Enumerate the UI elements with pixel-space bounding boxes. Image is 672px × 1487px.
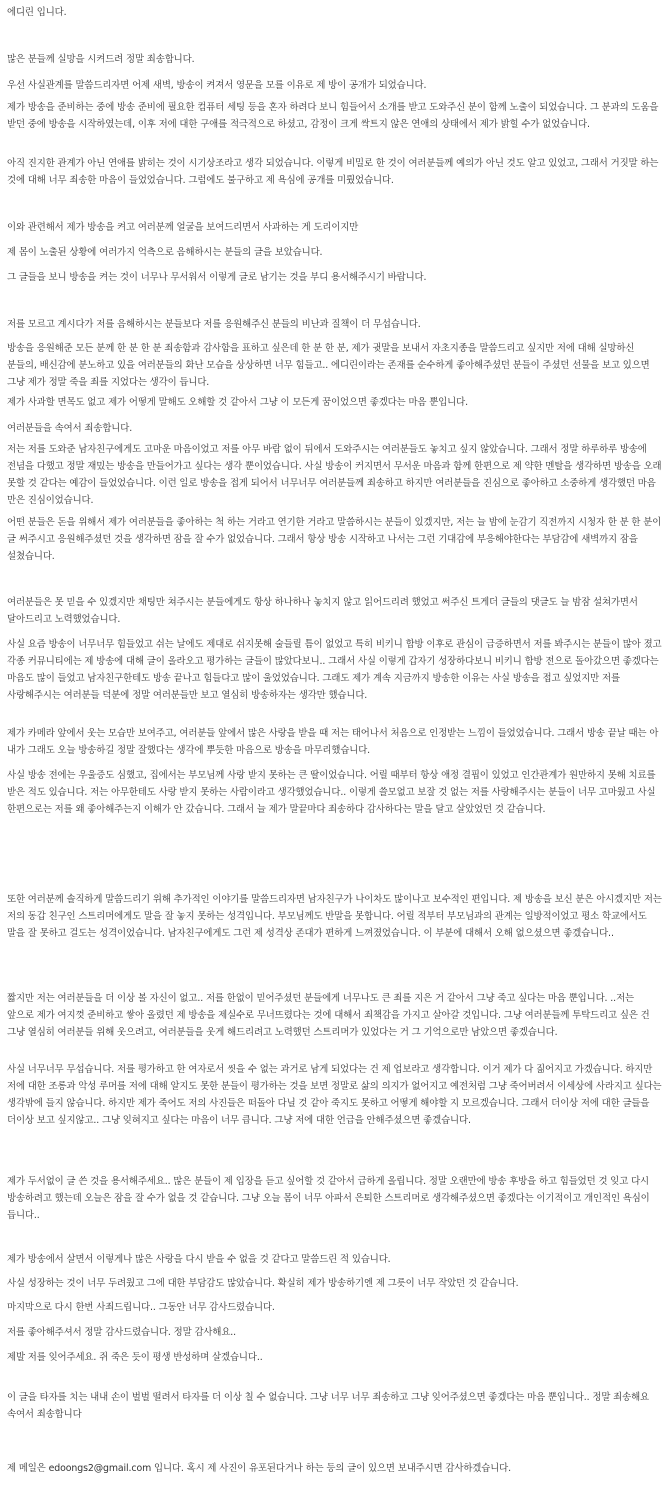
secret-relationship-paragraph: 아직 진지한 관계가 아닌 연애를 밝히는 것이 시기상조라고 생각 되었습니다. 이렇게 비밀로 한 것이 여러분들께 예의가 아닌 것도 알고 있었고, 그래서 거짓말 하는 것에 대해 너무 죄송한 마음이 들었었습니다. 그럼에도 불구하고 제 욕심에 공개를 미뤘었습니다.: [7, 158, 659, 186]
thanks-to-supporters-paragraph: 방송을 응원해준 모든 분께 한 분 한 분 죄송함과 감사함을 표하고 싶은데 한 분 한 분, 제가 귓말을 보내서 자초지종을 말씀드리고 싶지만 저에 대해 실망하신 분들의, 배신감에 분노하고 있을 여러분들의 화난 모습을 상상하면 너무 힘들고.. 에디린이라는 존재를 순수하게 좋아해주셨던 분들이 주셨던 선물을 보고 있으면 그냥 제가 정말 죽을 죄를 지었다는 생각이 듭니다.: [7, 343, 650, 388]
camera-smile-paragraph: 제가 카메라 앞에서 웃는 모습만 보여주고, 여러분들 앞에서 많은 사랑을 받을 때 저는 태어나서 처음으로 인정받는 느낌이 들었었습니다. 그래서 방송 끝날 때는 아 내가 그래도 오늘 방송하길 정말 잘했다는 생각에 뿌듯한 마음으로 방송을 마무리했습니다.: [7, 728, 659, 756]
boyfriend-exposure-paragraph: 제가 방송을 준비하는 중에 방송 준비에 필요한 컴퓨터 세팅 등을 혼자 하려다 보니 힘들어서 소개를 받고 도와주신 분이 함께 노출이 되었습니다. 그 분과의 도움을 받던 중에 방송을 시작하였는데, 이후 저에 대한 구애를 적극적으로 하셨고, 감정이 크게 싹트지 않은 연애의 상태에서 제가 밝힐 수가 없었습니다.: [7, 102, 659, 130]
deception-apology-line: 여러분들을 속여서 죄송합니다.: [7, 423, 133, 434]
trembling-hands-paragraph: 이 글을 타자를 치는 내내 손이 벌벌 떨려서 타자를 더 이상 칠 수 없습니다. 그냥 너무 너무 죄송하고 그냥 잊어주셨으면 좋겠다는 마음 뿐입니다.. 정말 죄송해요 속여서 죄송합니다: [7, 1392, 650, 1420]
forgive-writing-paragraph: 제가 두서없이 글 쓴 것을 용서해주세요.. 많은 분들이 제 입장을 듣고 싶어할 것 같아서 급하게 올립니다. 정말 오랜만에 방송 후방을 하고 힘들었던 것 잊고 다시 방송하려고 했는데 오늘은 잠을 잘 수가 없을 것 같습니다. 그냥 오늘 몸이 너무 아파서 은퇴한 스트리머로 생각해주셨으면 좋겠다는 이기적이고 개인적인 욕심이 듭니다..: [7, 1176, 650, 1221]
facts-paragraph: 우선 사실관계를 말씀드리자면 어제 새벽, 방송이 켜져서 영문을 모를 이유로 제 방이 공개가 되었습니다.: [7, 80, 427, 91]
fear-of-judgement-paragraph: 사실 너무너무 무섭습니다. 저를 평가하고 한 여자로서 씻을 수 없는 과거로 남게 되었다는 건 제 업보라고 생각합니다. 이거 제가 다 짊어지고 가겠습니다. 하지만 저에 대한 조롱과 악성 루머를 저에 대해 알지도 못한 분들이 평가하는 것을 보면 정말로 삶의 의지가 없어지고 예전처럼 그냥 죽어버려서 이세상에 사라지고 싶다는 생각밖에 들지 않습니다. 하지만 제가 죽어도 저의 사진들은 떠돌아 다닐 것 같아 죽지도 못하고 어떻게 해야할 지 모르겠습니다. 그래서 더이상 저에 대한 글들을 더이상 보고 싶지않고.. 그냥 잊혀지고 싶다는 마음이 너무 큽니다. 그냥 저에 대한 언급을 안해주셨으면 좋겠습니다.: [7, 1064, 662, 1126]
thank-you-line: 저를 좋아해주셔서 정말 감사드렸습니다. 정말 감사해요..: [7, 1327, 237, 1338]
no-face-line: 제가 사과할 면목도 없고 제가 어떻게 말해도 오해할 것 같아서 그냥 이 모든게 꿈이었으면 좋겠다는 마음 뿐입니다.: [7, 397, 468, 408]
chat-replies-paragraph: 여러분들은 못 믿을 수 있겠지만 채팅만 쳐주시는 분들에게도 항상 하나하나 놓치지 않고 읽어드리려 했었고 써주신 트게더 글들의 댓글도 늘 밤잠 설쳐가면서 달아드리고 노력했었습니다.: [7, 597, 638, 625]
bikini-broadcast-paragraph: 사실 요즘 방송이 너무너무 힘들었고 쉬는 날에도 제대로 쉬지못해 술들릴 틈이 없었고 특히 비키니 합방 이후로 관심이 급증하면서 저를 봐주시는 분들이 많아 졌고 각종 커뮤니티에는 제 방송에 대해 글이 올라오고 평가하는 글들이 많았다보니.. 그래서 사실 이렇게 갑자기 성장하다보니 비키니 합방 전으로 돌아갔으면 좋겠다는 마음도 많이 들었고 남자친구한테도 방송 끝나고 힘들다고 많이 울었었습니다. 그래도 제가 계속 지금까지 방송한 이유는 사실 방송을 접고 싶었지만 저를 사랑해주시는 여러분들 덕분에 정말 여러분들만 보고 열심히 방송하자는 생각만 했습니다.: [7, 639, 662, 701]
contact-email-line: 제 메일은 edoongs2@gmail.com 입니다. 혹시 제 사진이 유포된다거나 하는 등의 글이 있으면 보내주시면 감사하겠습니다.: [7, 1463, 512, 1474]
supporters-fear-line: 저를 모르고 계시다가 저를 음해하시는 분들보다 저를 응원해주신 분들의 비난과 질책이 더 무섭습니다.: [7, 319, 421, 330]
money-rumor-paragraph: 어떤 분들은 돈을 위해서 제가 여러분들을 좋아하는 척 하는 거라고 연기한 거라고 말씀하시는 분들이 있겠지만, 저는 늘 밤에 눈감기 직전까지 시청자 한 분 한 분이 글 써주시고 응원해주셨던 것을 생각하면 잠을 잘 수가 없었습니다. 그래서 항상 방송 시작하고 나서는 그런 기대감에 부응해야한다는 부담감에 새벽까지 잠을 설쳤습니다.: [7, 517, 662, 562]
letter-reason-line: 그 글들을 보니 방송을 켜는 것이 너무나 무서워서 이렇게 글로 남기는 것을 부디 용서해주시기 바랍니다.: [7, 272, 427, 283]
boyfriend-age-paragraph: 또한 여러분께 솔직하게 말씀드리기 위해 추가적인 이야기를 말씀드리자면 남자친구가 나이차도 많이나고 보수적인 편입니다. 제 방송을 보신 분은 아시겠지만 저는 저의 동갑 친구인 스트리머에게도 말을 잘 놓지 못하는 성격입니다. 부모님께도 반말을 못합니다. 어릴 적부터 부모님과의 관계는 일방적이었고 평소 학교에서도 말을 잘 못하고 걸도는 성격이었습니다. 남자친구에게도 그런 제 성격상 존대가 편하게 느껴졌었습니다. 이 부분에 대해서 오해 없으셨으면 좋겠습니다..: [7, 894, 662, 939]
final-apology-line: 마지막으로 다시 한번 사죄드립니다.. 그동안 너무 감사드렸습니다.: [7, 1302, 275, 1313]
growth-burden-line: 사실 성장하는 것이 너무 두려웠고 그에 대한 부담감도 많았습니다. 확실히 제가 방송하기엔 제 그릇이 너무 작았던 것 같습니다.: [7, 1278, 519, 1289]
guilt-paragraph: 짧지만 저는 여러분들을 더 이상 볼 자신이 없고.. 저를 한없이 믿어주셨던 분들에게 너무나도 큰 죄를 지은 거 같아서 그냥 죽고 싶다는 마음 뿐입니다. ..저는 앞으로 제가 여지껏 준비하고 쌓아 올렸던 제 방송을 제실수로 무너뜨렸다는 것에 대해서 죄책감을 가지고 살아갈 것입니다. 그냥 여러분들께 투탁드리고 싶은 건 그냥 열심히 여러분들 위해 웃으려고, 여러분들을 웃게 해드리려고 노력했던 스트리머가 있었다는 거 그 기억으로만 남았으면 좋겠습니다.: [7, 993, 650, 1038]
love-received-line: 제가 방송에서 살면서 이렇게나 많은 사랑을 다시 받을 수 없을 것 같다고 말씀드린 적 있습니다.: [7, 1254, 391, 1265]
dedication-paragraph: 저는 저를 도와준 남자친구에게도 고마운 마음이었고 저를 아무 바람 없이 뒤에서 도와주시는 여러분들도 놓치고 싶지 않았습니다. 그래서 정말 하루하루 방송에 전념을 다했고 정말 재밌는 방송을 만들어가고 싶다는 생각 뿐이었습니다. 사실 방송이 커지면서 무서운 마음과 함께 한편으로 제 약한 멘탈을 생각하면 방송을 오래 못할 것 같다는 예감이 들었었습니다. 이런 일로 방송을 접게 되어서 너무너무 여러분들께 죄송하고 하지만 여러분들을 진심으로 좋아하고 소중하게 생각했던 마음 만은 진심이었습니다.: [7, 444, 662, 506]
greeting-line: 에디린 입니다.: [7, 7, 67, 18]
rumor-line: 제 몸이 노출된 상황에 여러가지 억측으로 음해하시는 분들의 글을 보았습니다.: [7, 247, 323, 258]
forget-me-line: 제발 저를 잊어주세요. 쥐 죽은 듯이 평생 반성하며 살겠습니다..: [7, 1352, 263, 1363]
depression-paragraph: 사실 방송 전에는 우울증도 심했고, 집에서는 부모님께 사랑 받지 못하는 큰 딸이었습니다. 어릴 때부터 항상 애정 결핍이 있었고 인간관계가 원만하지 못해 치료를 받은 적도 있습니다. 저는 아무한테도 사랑 받지 못하는 사람이라고 생각했었습니다.. 이렇게 쓸모없고 보잘 것 없는 저를 사랑해주시는 분들이 너무 고마웠고 사실 한편으로는 저를 왜 좋아해주는지 이해가 안 갔습니다. 그래서 늘 제가 말끝마다 죄송하다 감사하다는 말을 달고 살았었던 것 같습니다.: [7, 770, 656, 815]
apology-opening: 많은 분들께 실망을 시켜드려 정말 죄송합니다.: [7, 54, 195, 65]
apology-duty-line: 이와 관련해서 제가 방송을 켜고 여러분께 얼굴을 보여드리면서 사과하는 게 도리이지만: [7, 222, 359, 233]
